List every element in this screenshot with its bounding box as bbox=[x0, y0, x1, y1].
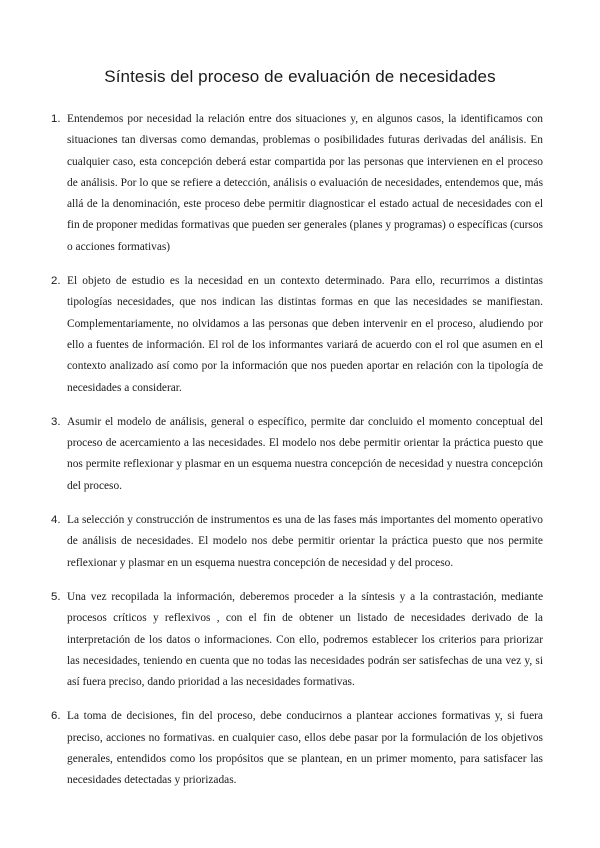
list-item bbox=[51, 412, 543, 497]
list-item-number: 6. bbox=[51, 710, 61, 723]
list-item-text: Entendemos por necesidad la relación entre dos situaciones y, en algunos casos, la identificamos con situaciones tan diversas como demandas, problemas o posibilidades futuras derivadas del análisis. En cualquier caso, esta concepción deberá estar compartida por las personas que intervienen en el proceso de análisis. Por lo que se refiere a detección, análisis o evaluación de necesidades, entendemos que, más allá de la denominación, este proceso debe permitir diagnosticar el estado actual de necesidades con el fin de proponer medidas formativas que pueden ser generales (planes y programas) o específicas (cursos o acciones formativas) bbox=[67, 113, 543, 253]
list-item bbox=[51, 109, 543, 258]
list-item bbox=[51, 510, 543, 574]
list-item-text: Asumir el modelo de análisis, general o específico, permite dar concluido el momento conceptual del proceso de acercamiento a las necesidades. El modelo nos debe permitir orientar la práctica puesto que nos permite reflexionar y plasmar en un esquema nuestra concepción de necesidad y nuestra concepción del proceso. bbox=[67, 415, 543, 492]
list-item-text: La toma de decisiones, fin del proceso, debe conducirnos a plantear acciones formativas y, si fuera preciso, acciones no formativas. en cualquier caso, ellos debe pasar por la formulación de los objetivos generales, entendidos como los propósitos que se plantean, en un primer momento, para satisfacer las necesidades detectadas y priorizadas. bbox=[67, 710, 543, 787]
page-title: Síntesis del proceso de evaluación de necesidades bbox=[104, 67, 496, 86]
list-item-text: El objeto de estudio es la necesidad en un contexto determinado. Para ello, recurrimos a distintas tipologías necesidades, que nos indican las distintas formas en que las necesidades se manifiestan. Complementariamente, no olvidamos a las personas que deben intervenir en el proceso, aludiendo por ello a fuentes de información. El rol de los informantes variará de acuerdo con el rol que asumen en el contexto analizado así como por la información que nos pueden aportar en relación con la tipología de necesidades a considerar. bbox=[67, 275, 543, 394]
list-item bbox=[51, 706, 543, 791]
list-item-number: 1. bbox=[51, 113, 61, 125]
list-item-text: La selección y construcción de instrumentos es una de las fases más importantes del momento operativo de análisis de necesidades. El modelo nos debe permitir orientar la práctica puesto que nos permite reflexionar y plasmar en un esquema nuestra concepción de necesidad y del proceso. bbox=[67, 514, 543, 569]
list-item-number: 3. bbox=[51, 415, 61, 428]
list-item-number: 5. bbox=[51, 590, 61, 603]
numbered-list bbox=[51, 109, 543, 805]
list-item-text: Una vez recopilada la información, deberemos proceder a la síntesis y a la contrastación, mediante procesos críticos y reflexivos , con el fin de obtener un listado de necesidades derivado de la interpretación de los datos o informaciones. Con ello, podremos establecer los criterios para priorizar las necesidades, teniendo en cuenta que no todas las necesidades podrán ser satisfechas de una vez y, si así fuera preciso, dando prioridad a las necesidades formativas. bbox=[67, 590, 543, 689]
list-item bbox=[51, 587, 543, 693]
list-item-number: 4. bbox=[51, 514, 61, 527]
list-item-number: 2. bbox=[51, 275, 61, 288]
list-item bbox=[51, 271, 543, 399]
